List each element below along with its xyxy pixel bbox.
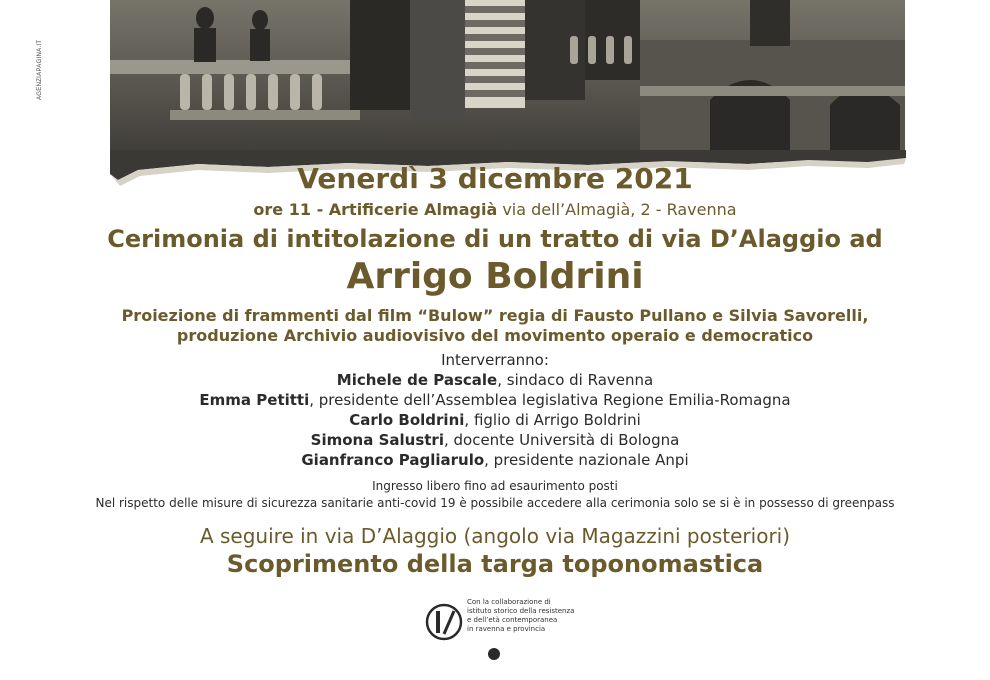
- plaque-unveiling: Scoprimento della targa toponomastica: [226, 550, 764, 578]
- event-time-location: [0, 200, 990, 219]
- speaker-name: Michele de Pascale: [336, 371, 498, 389]
- speaker-role: , sindaco di Ravenna: [497, 371, 654, 389]
- speaker-item: [0, 450, 990, 470]
- speaker-role: , figlio di Arrigo Boldrini: [464, 411, 641, 429]
- follow-street: A seguire in via D’Alaggio: [199, 524, 458, 548]
- photo-scene: [110, 0, 905, 162]
- entry-free-text: Ingresso libero fino ad esaurimento posti: [372, 479, 618, 493]
- event-address: via dell’Almagià, 2 - Ravenna: [497, 200, 737, 219]
- speaker-role: , presidente nazionale Anpi: [484, 451, 689, 469]
- ceremony-title: Cerimonia di intitolazione di un tratto di via D’Alaggio ad: [107, 225, 883, 253]
- speaker-name: Simona Salustri: [310, 431, 444, 449]
- follow-corner: (angolo via Magazzini posteriori): [457, 524, 791, 548]
- collaboration-block: [422, 596, 602, 646]
- speaker-role: , docente Università di Bologna: [443, 431, 680, 449]
- speaker-name: Carlo Boldrini: [349, 411, 465, 429]
- agency-credit: AGENZIAPAGINA.IT: [37, 39, 43, 100]
- speaker-item: [0, 390, 990, 410]
- entry-info: [0, 478, 990, 512]
- institute-name-2: e dell’età contemporanea: [467, 616, 558, 624]
- speakers-list: [0, 350, 990, 470]
- istituto-logo-icon: [424, 602, 464, 642]
- separator-dot: [488, 648, 500, 660]
- event-date: Venerdì 3 dicembre 2021: [297, 162, 693, 195]
- historic-photo: [110, 0, 905, 162]
- projection-line-1: Proiezione di frammenti dal film “Bulow” regia di Fausto Pullano e Silvia Savorelli,: [121, 306, 869, 325]
- event-time: ore 11 - Artificerie Almagià: [253, 200, 498, 219]
- speaker-item: [0, 370, 990, 390]
- film-projection: [0, 306, 990, 346]
- speaker-name: Gianfranco Pagliarulo: [301, 451, 485, 469]
- honoree-name: Arrigo Boldrini: [346, 256, 644, 297]
- institute-name-1: istituto storico della resistenza: [467, 607, 575, 615]
- speaker-name: Emma Petitti: [199, 391, 310, 409]
- speaker-role: , presidente dell’Assemblea legislativa Regione Emilia-Romagna: [309, 391, 791, 409]
- speaker-item: [0, 410, 990, 430]
- collaboration-text: [467, 598, 574, 634]
- greenpass-notice: Nel rispetto delle misure di sicurezza sanitarie anti-covid 19 è possibile accedere alla cerimonia solo se si è in possesso di greenpass: [95, 496, 895, 510]
- institute-name-3: in ravenna e provincia: [467, 625, 546, 633]
- us-flag: [465, 0, 525, 108]
- speaker-item: [0, 430, 990, 450]
- speakers-intro: Interverranno:: [441, 351, 549, 369]
- follow-location: [0, 524, 990, 548]
- collaboration-intro: Con la collaborazione di: [467, 598, 551, 606]
- projection-line-2: produzione Archivio audiovisivo del movimento operaio e democratico: [176, 326, 814, 345]
